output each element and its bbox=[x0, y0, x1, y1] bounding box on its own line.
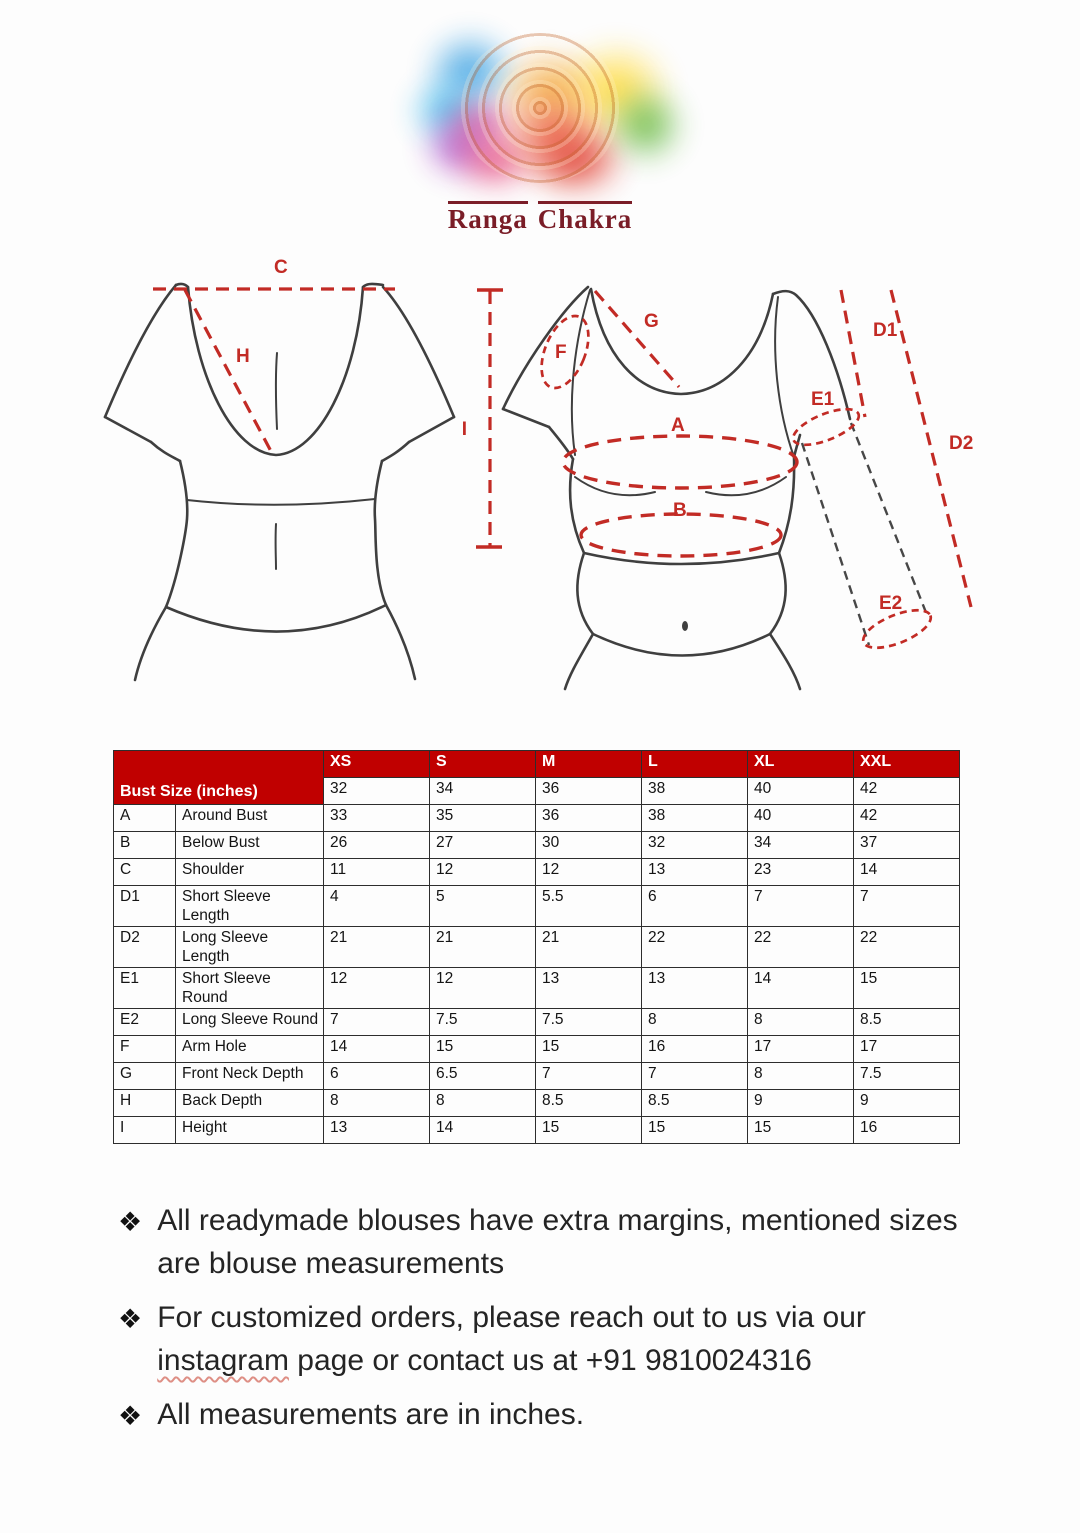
measure-value: 6 bbox=[324, 1063, 430, 1090]
bust-size-value: 38 bbox=[642, 778, 748, 805]
bust-size-value: 34 bbox=[430, 778, 536, 805]
measure-row-b bbox=[114, 832, 960, 859]
bust-size-value: 42 bbox=[854, 778, 960, 805]
measure-value: 15 bbox=[536, 1117, 642, 1144]
measure-code: D2 bbox=[114, 927, 176, 968]
measure-value: 17 bbox=[748, 1036, 854, 1063]
measure-value: 9 bbox=[854, 1090, 960, 1117]
measure-value: 8 bbox=[748, 1063, 854, 1090]
size-header-xxl: XXL bbox=[854, 751, 960, 778]
measure-value: 26 bbox=[324, 832, 430, 859]
measure-row-g bbox=[114, 1063, 960, 1090]
measure-value: 15 bbox=[536, 1036, 642, 1063]
measure-row-a bbox=[114, 805, 960, 832]
label-d2: D2 bbox=[949, 433, 974, 454]
long-sleeve-outline bbox=[802, 443, 869, 645]
measure-code: H bbox=[114, 1090, 176, 1117]
size-header-l: L bbox=[642, 751, 748, 778]
measure-value: 4 bbox=[324, 886, 430, 927]
measure-row-d1 bbox=[114, 886, 960, 927]
measure-value: 7.5 bbox=[536, 1009, 642, 1036]
brand-logo-watercolor-icon bbox=[400, 24, 680, 196]
measurement-diagram bbox=[93, 257, 1080, 714]
brand-word-2: Chakra bbox=[538, 201, 633, 234]
label-d1: D1 bbox=[873, 320, 898, 341]
measure-row-e1 bbox=[114, 968, 960, 1009]
measure-value: 13 bbox=[536, 968, 642, 1009]
measure-value: 13 bbox=[324, 1117, 430, 1144]
measure-label: Short Sleeve Length bbox=[176, 886, 324, 927]
note-measurements-inches bbox=[118, 1394, 960, 1437]
size-table bbox=[113, 750, 960, 1144]
measure-value: 8 bbox=[642, 1009, 748, 1036]
note-text-part: For customized orders, please reach out to us via our bbox=[157, 1301, 866, 1335]
measure-value: 32 bbox=[642, 832, 748, 859]
measure-value: 37 bbox=[854, 832, 960, 859]
measure-label: Below Bust bbox=[176, 832, 324, 859]
measure-code: C bbox=[114, 859, 176, 886]
size-header-xs: XS bbox=[324, 751, 430, 778]
measure-label: Height bbox=[176, 1117, 324, 1144]
measure-value: 12 bbox=[324, 968, 430, 1009]
measure-value: 6.5 bbox=[430, 1063, 536, 1090]
long-sleeve-outline bbox=[851, 423, 927, 615]
label-e2: E2 bbox=[879, 593, 903, 614]
measure-value: 12 bbox=[430, 968, 536, 1009]
front-view-figure bbox=[503, 287, 973, 689]
size-header-row bbox=[114, 751, 960, 778]
measure-row-h bbox=[114, 1090, 960, 1117]
measure-value: 14 bbox=[430, 1117, 536, 1144]
measure-value: 22 bbox=[642, 927, 748, 968]
note-text-part: page or contact us at +91 9810024316 bbox=[288, 1343, 812, 1377]
measure-value: 8.5 bbox=[642, 1090, 748, 1117]
label-f: F bbox=[555, 342, 567, 363]
measure-value: 15 bbox=[642, 1117, 748, 1144]
measure-label: Around Bust bbox=[176, 805, 324, 832]
label-c: C bbox=[274, 257, 288, 278]
measure-value: 16 bbox=[854, 1117, 960, 1144]
bust-size-value: 40 bbox=[748, 778, 854, 805]
measure-value: 5.5 bbox=[536, 886, 642, 927]
measure-value: 8.5 bbox=[536, 1090, 642, 1117]
label-g: G bbox=[644, 311, 659, 332]
notes-section bbox=[118, 1200, 960, 1437]
size-header-xl: XL bbox=[748, 751, 854, 778]
measure-value: 14 bbox=[854, 859, 960, 886]
note-extra-margins bbox=[118, 1200, 960, 1285]
measure-value: 8 bbox=[748, 1009, 854, 1036]
measure-value: 7.5 bbox=[430, 1009, 536, 1036]
measure-value: 12 bbox=[430, 859, 536, 886]
note-text bbox=[157, 1297, 960, 1382]
label-i: I bbox=[461, 419, 467, 440]
height-measure-i bbox=[462, 290, 503, 547]
brand-name bbox=[0, 204, 1080, 235]
size-header-m: M bbox=[536, 751, 642, 778]
back-view-figure bbox=[105, 257, 454, 680]
measure-value: 23 bbox=[748, 859, 854, 886]
measure-value: 13 bbox=[642, 968, 748, 1009]
measure-value: 34 bbox=[748, 832, 854, 859]
bust-size-value: 36 bbox=[536, 778, 642, 805]
measure-value: 15 bbox=[430, 1036, 536, 1063]
measure-value: 42 bbox=[854, 805, 960, 832]
measure-code: G bbox=[114, 1063, 176, 1090]
navel-mark bbox=[682, 621, 688, 631]
measure-value: 38 bbox=[642, 805, 748, 832]
measure-value: 11 bbox=[324, 859, 430, 886]
measure-value: 6 bbox=[642, 886, 748, 927]
brand-word-1: Ranga bbox=[448, 201, 528, 234]
measure-value: 27 bbox=[430, 832, 536, 859]
label-e1: E1 bbox=[811, 389, 835, 410]
measure-value: 14 bbox=[748, 968, 854, 1009]
diamond-bullet-icon: ❖ bbox=[118, 1207, 143, 1237]
measure-row-d2 bbox=[114, 927, 960, 968]
measure-code: D1 bbox=[114, 886, 176, 927]
measure-value: 7 bbox=[536, 1063, 642, 1090]
brand-header bbox=[0, 0, 1080, 235]
measure-code: I bbox=[114, 1117, 176, 1144]
measure-value: 13 bbox=[642, 859, 748, 886]
measure-value: 15 bbox=[748, 1117, 854, 1144]
measure-label: Arm Hole bbox=[176, 1036, 324, 1063]
measure-value: 7.5 bbox=[854, 1063, 960, 1090]
measure-row-f bbox=[114, 1036, 960, 1063]
measure-value: 16 bbox=[642, 1036, 748, 1063]
measure-value: 7 bbox=[854, 886, 960, 927]
measure-value: 14 bbox=[324, 1036, 430, 1063]
measure-label: Short Sleeve Round bbox=[176, 968, 324, 1009]
measure-value: 30 bbox=[536, 832, 642, 859]
measure-value: 35 bbox=[430, 805, 536, 832]
measure-row-e2 bbox=[114, 1009, 960, 1036]
measure-row-i bbox=[114, 1117, 960, 1144]
measure-value: 12 bbox=[536, 859, 642, 886]
table-corner-bust-size-label: Bust Size (inches) bbox=[114, 751, 324, 805]
measure-value: 21 bbox=[324, 927, 430, 968]
measure-code: B bbox=[114, 832, 176, 859]
measure-value: 33 bbox=[324, 805, 430, 832]
size-header-s: S bbox=[430, 751, 536, 778]
label-h: H bbox=[236, 346, 250, 367]
measure-value: 22 bbox=[748, 927, 854, 968]
measure-label: Back Depth bbox=[176, 1090, 324, 1117]
measure-label: Front Neck Depth bbox=[176, 1063, 324, 1090]
measure-code: A bbox=[114, 805, 176, 832]
note-customized-orders bbox=[118, 1297, 960, 1382]
measure-value: 9 bbox=[748, 1090, 854, 1117]
measure-value: 22 bbox=[854, 927, 960, 968]
measure-row-c bbox=[114, 859, 960, 886]
label-a: A bbox=[671, 415, 685, 436]
measure-value: 21 bbox=[430, 927, 536, 968]
mandala-pattern-icon bbox=[458, 33, 622, 183]
measure-value: 7 bbox=[324, 1009, 430, 1036]
note-text-instagram: instagram bbox=[157, 1343, 289, 1377]
measure-label: Long Sleeve Length bbox=[176, 927, 324, 968]
measure-code: F bbox=[114, 1036, 176, 1063]
measure-line-back-depth-h bbox=[185, 290, 273, 455]
measure-value: 8 bbox=[324, 1090, 430, 1117]
measure-value: 17 bbox=[854, 1036, 960, 1063]
measure-value: 36 bbox=[536, 805, 642, 832]
measure-code: E2 bbox=[114, 1009, 176, 1036]
bust-size-value: 32 bbox=[324, 778, 430, 805]
note-text: All readymade blouses have extra margins, mentioned sizes are blouse measurements bbox=[157, 1204, 958, 1280]
measure-label: Shoulder bbox=[176, 859, 324, 886]
diamond-bullet-icon: ❖ bbox=[118, 1304, 143, 1335]
measure-value: 5 bbox=[430, 886, 536, 927]
blouse-measurement-svg bbox=[93, 257, 993, 709]
note-text: All measurements are in inches. bbox=[157, 1398, 585, 1432]
diamond-bullet-icon: ❖ bbox=[118, 1401, 143, 1432]
measure-label: Long Sleeve Round bbox=[176, 1009, 324, 1036]
measure-value: 7 bbox=[642, 1063, 748, 1090]
measure-value: 7 bbox=[748, 886, 854, 927]
measure-value: 8 bbox=[430, 1090, 536, 1117]
measure-value: 21 bbox=[536, 927, 642, 968]
measure-code: E1 bbox=[114, 968, 176, 1009]
measure-ellipse-around-bust-a bbox=[563, 436, 797, 488]
measure-value: 8.5 bbox=[854, 1009, 960, 1036]
measure-value: 15 bbox=[854, 968, 960, 1009]
measure-value: 40 bbox=[748, 805, 854, 832]
label-b: B bbox=[673, 500, 687, 521]
